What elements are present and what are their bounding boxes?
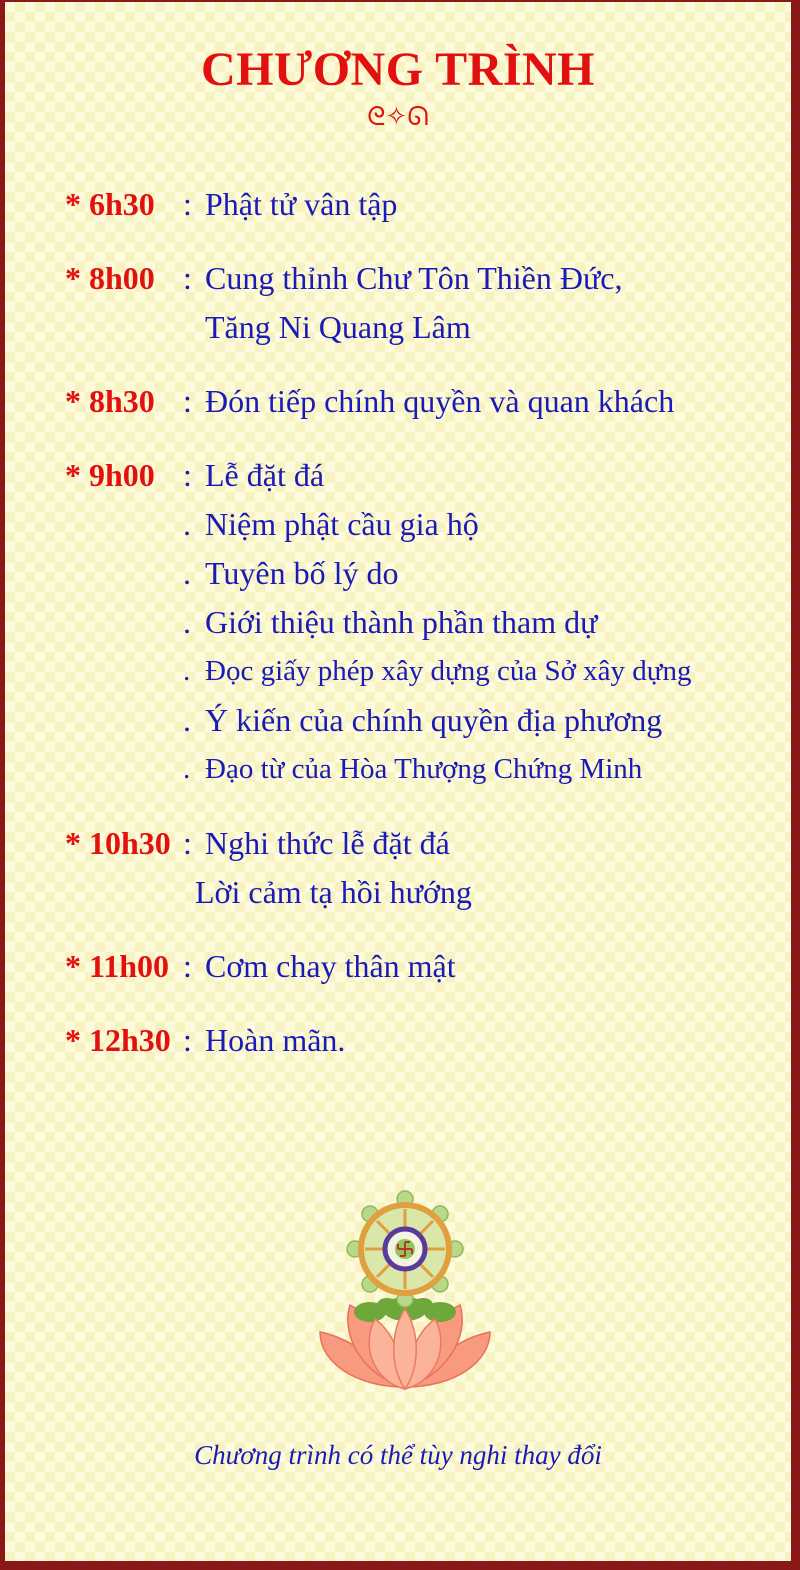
entry-time: * 8h00: [65, 260, 155, 296]
entry-time: * 9h00: [65, 457, 155, 493]
entry-line: : Nghi thức lễ đặt đá: [183, 825, 450, 861]
entry-line: : Phật tử vân tập: [183, 186, 398, 222]
entry-line: . Giới thiệu thành phần tham dự: [183, 604, 598, 640]
schedule-entry: [65, 1016, 771, 1065]
entry-line: : Cung thỉnh Chư Tôn Thiền Đức,: [183, 260, 623, 296]
entry-line: Tăng Ni Quang Lâm: [205, 309, 471, 345]
entry-time: * 6h30: [65, 186, 155, 222]
schedule-entry: [65, 942, 771, 991]
page-title: CHƯƠNG TRÌNH: [200, 43, 596, 96]
ornament-divider: ᘓ✧ᘏ: [367, 102, 429, 132]
entry-line: . Ý kiến của chính quyền địa phương: [183, 702, 663, 738]
entry-line: Lời cảm tạ hồi hướng: [195, 874, 472, 910]
schedule-entry: [65, 254, 771, 352]
entry-line: . Đạo từ của Hòa Thượng Chứng Minh: [183, 753, 643, 785]
footnote: Chương trình có thể tùy nghi thay đổi: [194, 1440, 602, 1470]
entry-time: * 11h00: [65, 948, 170, 984]
schedule-entry: [65, 819, 771, 917]
entry-line: : Cơm chay thân mật: [183, 948, 456, 984]
schedule-entry: [65, 451, 771, 794]
entry-time: * 8h30: [65, 383, 155, 419]
schedule-entry: [65, 377, 771, 426]
entry-line: : Đón tiếp chính quyền và quan khách: [183, 383, 675, 419]
entry-line: : Lễ đặt đá: [183, 457, 325, 493]
schedule-list: [65, 180, 771, 1090]
entry-time: * 12h30: [65, 1022, 171, 1058]
entry-line: . Đọc giấy phép xây dựng của Sở xây dựng: [183, 655, 692, 687]
dharma-wheel-lotus-icon: [315, 1187, 495, 1397]
entry-line: : Hoàn mãn.: [183, 1022, 346, 1058]
entry-line: . Niệm phật cầu gia hộ: [183, 506, 479, 542]
entry-line: . Tuyên bố lý do: [183, 555, 399, 591]
schedule-entry: [65, 180, 771, 229]
entry-time: * 10h30: [65, 825, 171, 861]
